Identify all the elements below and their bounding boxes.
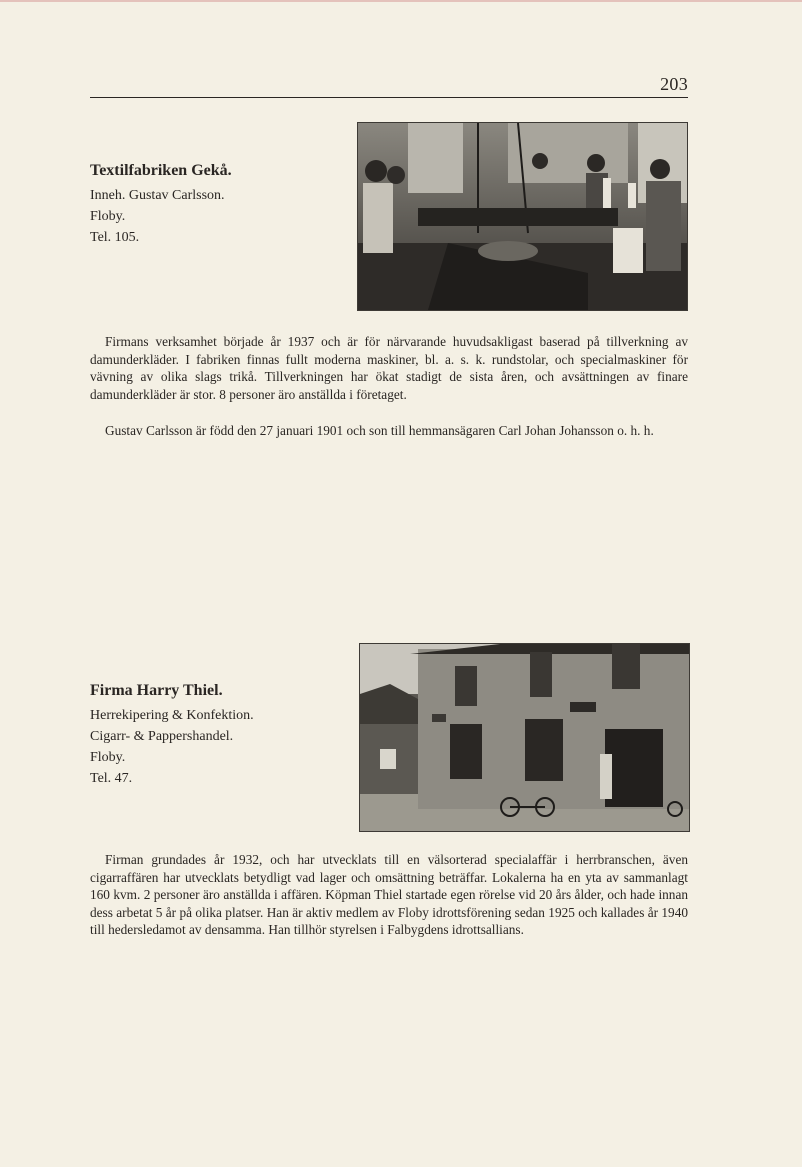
paragraph-owner-bio: Gustav Carlsson är född den 27 januari 1901 och son till hemmansägaren Carl Johan Johansson o. h. h. [105,423,654,438]
paragraph-firm-history: Firmans verksamhet började år 1937 och är för närvarande huvudsakligast baserad på tillverkning av damunderkläder. I fabriken finnas fullt moderna maskiner, bl. a. s. k. rundstolar, och specialmaskiner för vävning av olika slags trikå. Tillverkningen har ökat stadigt de sista åren, och avsättningen av finare damunderkläder är stor. 8 personer äro anställda i företaget. [90,334,688,402]
firm-trade-2: Cigarr- & Pappershandel. [90,729,234,744]
firm-phone: Tel. 47. [90,771,133,786]
firm-phone: Tel. 105. [90,230,140,245]
firm-trade-1: Herrekipering & Konfektion. [90,708,254,723]
shop-building-photo [359,643,690,832]
firm-name: Textilfabriken Gekå. [90,162,232,179]
page-number: 203 [660,74,688,94]
header-rule [90,97,688,98]
firm-block-gekaa [90,160,232,248]
paragraph-firm-history: Firman grundades år 1932, och har utvecklats till en välsorterad specialaffär i herrbranschen, även cigarraffären har utvecklats betydligt vad lager och omsättning beträffar. Lokalerna ha en yta av sammanlagt 160 kvm. 2 personer äro anställda i affären. Köpman Thiel startade egen rörelse vid 20 års ålder, och hade innan dess arbetat 5 år på olika platser. Han är aktiv medlem av Floby idrottsförening sedan 1925 och kallades år 1940 till hedersledamot av densamma. Han tillhör styrelsen i Falbygdens idrottsallians. [90,852,688,937]
firm-name: Firma Harry Thiel. [90,682,223,699]
page-top-edge [0,0,802,2]
shop-photo-illustration [360,644,689,831]
factory-workers-photo [357,122,688,311]
firm-location: Floby. [90,209,126,224]
firm-owner: Inneh. Gustav Carlsson. [90,188,225,203]
firm-block-thiel [90,680,254,789]
factory-photo-illustration [358,123,687,310]
firm-location: Floby. [90,750,126,765]
